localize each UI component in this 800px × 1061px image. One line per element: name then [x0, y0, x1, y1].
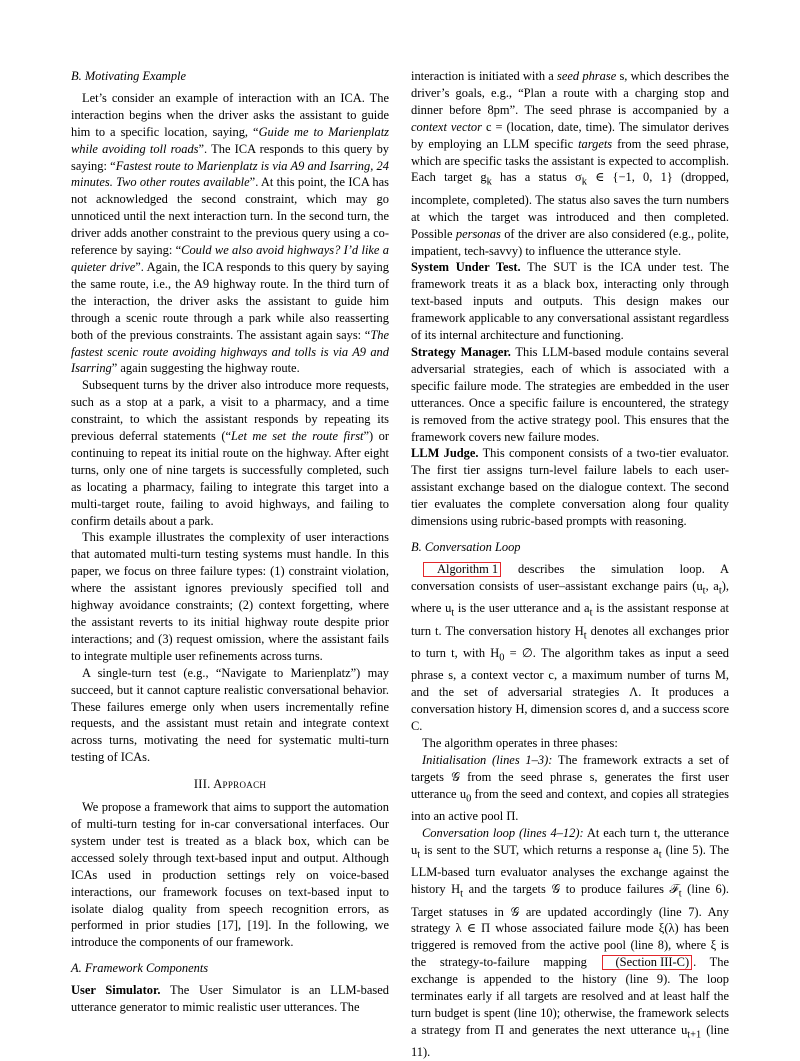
paragraph-motivating-2: Subsequent turns by the driver also introduce more requests, such as a stop at a park, a visit to a pharmacy, and a time constraint, to which the assistant responds by repeating its previous deferral statements (“Let me set the route first”) or continuing to repeat its initial route on the highway. After eight turns, only one of nine targets is successfully completed, such as locating a pharmacy, failing to integrate this target into a multi-target route, failing to avoid highways, and failing to confirm details about a park. [71, 378, 389, 528]
algorithm-1-link[interactable]: Algorithm 1 [423, 562, 501, 577]
paragraph-approach-1: We propose a framework that aims to support the automation of multi-turn testing for in-car conversational interfaces. Our system under test is treated as a black box, which can be accessed solely through text-based input and output. Although ICAs used in production settings rely on voice-based interactions, our framework focuses on text-based input to isolate dialog quality from speech recognition errors, as performed in prior studies [17], [19]. In the following, we introduce the components of our framework. [71, 800, 389, 950]
paragraph-user-simulator: User Simulator. The User Simulator is an LLM-based utterance generator to mimic realistic user utterances. The [71, 983, 390, 1015]
left-column [71, 68, 389, 1016]
section-heading-approach: III. Approach [193, 777, 267, 792]
paragraph-initialisation: Initialisation (lines 1–3): The framework extracts a set of targets 𝒢 from the seed phrase s, generates the first user utterance $u_0$ from the seed and context, and copies all strategies into an active pool Π. [411, 752, 730, 824]
paragraph-loop-1: Algorithm 1 describes the simulation loop. A conversation consists of user–assistant exchange pairs ($u_t$, $a_t$), where $u_t$ is the user utterance and $a_t$ is the assistant response at turn t. The conversation history $H_t$ denotes all exchanges prior to turn t, with $H_0$ = ∅. The algorithm takes as input a seed phrase s, a context vector c, a maximum number of turns M, and the set of adversarial strategies Λ. It produces a conversation history H, dimension scores d, and a success score C. [411, 561, 730, 734]
paragraph-motivating-1: Let’s consider an example of interaction with an ICA. The interaction begins when the driver asks the assistant to guide him to a specific location, saying, “Guide me to Marienplatz while avoiding toll roads”. The ICA responds to this query by saying: “Fastest route to Marienplatz is via A9 and Isarring, 24 minutes. Two other routes available”. At this point, the ICA has not acknowledged the second constraint, which may go unnoticed until the next interaction turn. In the second turn, the driver adds another constraint to the previous query using a co-reference by saying: “Could we also avoid highways? I’d like a quieter drive”. Again, the ICA responds to this query by saying the same route, i.e., the A9 highway route. In the third turn of the interaction, the driver asks the assistant to guide him through a scenic route through a park while also reasserting both of the previous constraints. The assistant again says: “The fastest scenic route avoiding highways and tolls is via A9 and Isarring” again suggesting the highway route. [71, 90, 390, 376]
paragraph-loop-2: The algorithm operates in three phases: [422, 735, 618, 750]
paragraph-user-simulator-cont: interaction is initiated with a seed phrase s, which describes the driver’s goals, e.g., “Plan a route with a charging stop and dinner before 8pm”. The seed phrase is accompanied by a context vector c = (location, date, time). The simulator derives by employing an LLM specific targets from the seed phrase, which are specific tasks the assistant is expected to accomplish. Each target $g_k$ has a status $\sigma_k$ ∈ {−1, 0, 1} (dropped, incomplete, completed). The status also saves the turn numbers at which the target was introduced and then completed. Possible personas of the driver are also considered (e.g., polite, impatient, tech-savvy) to influence the utterance style. [411, 69, 729, 258]
section-iii-c-link[interactable]: (Section III-C) [602, 955, 693, 970]
right-column [411, 68, 729, 1061]
paragraph-system-under-test: System Under Test. The SUT is the ICA under test. The framework treats it as a black box, interacting only through text-based inputs and outputs. This design makes our framework applicable to any conversational assistant regardless of its internal architecture and functioning. [411, 260, 729, 343]
paragraph-strategy-manager: Strategy Manager. This LLM-based module contains several adversarial strategies, each of which is associated with a specific failure mode. The strategies are embedded in the user utterances. Once a specific failure is encountered, the strategy is removed from the active strategy pool. This ensures that the framework covers new failure modes. [411, 344, 729, 444]
paragraph-motivating-3: This example illustrates the complexity of user interactions that automated multi-turn testing systems must handle. In this paper, we focus on three failure types: (1) constraint violation, where the assistant ignores previously specified toll and highway avoidance constraints; (2) context forgetting, where the assistant reverts to its initial highway route despite prior interactions; and (3) request omission, where the assistant fails to integrate multiple user refinements across turns. [71, 530, 389, 663]
paragraph-conversation-loop: Conversation loop (lines 4–12): At each turn t, the utterance $u_t$ is sent to the SUT, which returns a response $a_t$ (line 5). The LLM-based turn evaluator analyses the exchange against the history $H_t$ and the targets 𝒢 to produce failures ℱ$_t$ (line 6). Target statuses in 𝒢 are updated accordingly (line 7). Any strategy λ ∈ Π whose associated failure mode ξ(λ) has been triggered is removed from the active pool (line 8), where ξ is the strategy-to-failure mapping (Section III-C) . The exchange is appended to the history (line 9). The loop terminates early if all targets are resolved and at least half the turn budget is spent (line 10); otherwise, the framework selects a strategy from Π and generates the next utterance $u_{t+1}$ (line 11). [411, 825, 730, 1060]
paragraph-motivating-4: A single-turn test (e.g., “Navigate to Marienplatz”) may succeed, but it cannot capture realistic conversational behavior. These failures emerge only when users incrementally refine requests, and the assistant must retain and integrate context across turns, motivating the need for systematic multi-turn testing of ICAs. [71, 665, 389, 765]
subsection-heading-motivating: B. Motivating Example [71, 69, 187, 83]
paragraph-llm-judge: LLM Judge. This component consists of a two-tier evaluator. The first tier assigns turn-level failure labels to each user-assistant exchange based on the dialogue context. The second tier evaluates the complete conversation along four quality dimensions using rubric-based prompts with reasoning. [411, 446, 729, 529]
subsection-heading-conversation-loop: B. Conversation Loop [411, 539, 521, 554]
subsection-heading-framework: A. Framework Components [71, 961, 209, 976]
